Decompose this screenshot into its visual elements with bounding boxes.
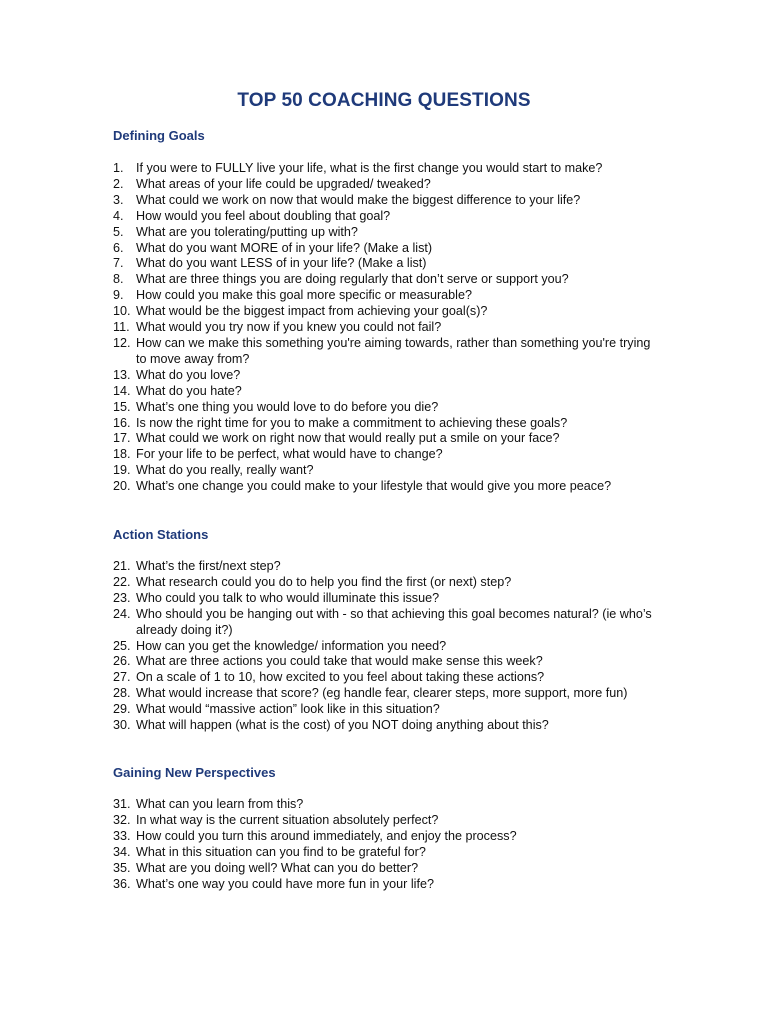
question-text: Who should you be hanging out with - so that achieving this goal becomes natural? (ie who’s already doing it?)	[136, 606, 652, 637]
question-number: 11.	[113, 320, 130, 335]
question-number: 2.	[113, 176, 124, 191]
question-text: Is now the right time for you to make a commitment to achieving these goals?	[136, 415, 568, 430]
question-number: 19.	[113, 463, 131, 478]
question-list-defining-goals	[113, 161, 658, 495]
question-item	[113, 272, 658, 288]
question-number: 24.	[113, 606, 131, 621]
question-number: 9.	[113, 288, 124, 303]
question-text: How would you feel about doubling that goal?	[136, 208, 391, 223]
question-number: 26.	[113, 654, 131, 669]
question-list-action-stations	[113, 559, 658, 734]
question-number: 14.	[113, 383, 131, 398]
question-text: What are you doing well? What can you do better?	[136, 860, 419, 875]
question-text: What do you hate?	[136, 383, 242, 398]
question-item	[113, 575, 658, 591]
question-number: 27.	[113, 670, 131, 685]
question-text: What do you love?	[136, 367, 241, 382]
question-item	[113, 861, 658, 877]
question-text: What will happen (what is the cost) of you NOT doing anything about this?	[136, 718, 549, 733]
question-text: What’s one change you could make to your lifestyle that would give you more peace?	[136, 479, 612, 494]
question-item	[113, 336, 658, 368]
question-item	[113, 193, 658, 209]
question-text: How can we make this something you're aiming towards, rather than something you're trying to move away from?	[136, 335, 651, 366]
question-text: What could we work on now that would make the biggest difference to your life?	[136, 192, 581, 207]
question-number: 12.	[113, 335, 131, 350]
question-text: In what way is the current situation absolutely perfect?	[136, 812, 439, 827]
question-text: What would you try now if you knew you could not fail?	[136, 320, 442, 335]
question-text: For your life to be perfect, what would have to change?	[136, 447, 443, 462]
question-text: How could you make this goal more specific or measurable?	[136, 288, 472, 303]
question-number: 22.	[113, 574, 131, 589]
question-item	[113, 479, 658, 495]
question-number: 1.	[113, 161, 124, 175]
question-text: What do you want MORE of in your life? (Make a list)	[136, 240, 433, 255]
question-item	[113, 177, 658, 193]
question-item	[113, 845, 658, 861]
question-text: What do you want LESS of in your life? (Make a list)	[136, 256, 427, 271]
question-item	[113, 447, 658, 463]
section-heading-defining-goals: Defining Goals	[113, 128, 205, 143]
question-text: What are three actions you could take that would make sense this week?	[136, 654, 543, 669]
question-number: 34.	[113, 844, 131, 859]
question-item	[113, 797, 658, 813]
question-item	[113, 607, 658, 639]
section-heading-gaining-new-perspectives: Gaining New Perspectives	[113, 765, 276, 780]
question-item	[113, 591, 658, 607]
question-text: What do you really, really want?	[136, 463, 314, 478]
question-item	[113, 718, 658, 734]
question-number: 6.	[113, 240, 124, 255]
question-number: 25.	[113, 638, 131, 653]
question-item	[113, 813, 658, 829]
question-text: Who could you talk to who would illuminate this issue?	[136, 590, 440, 605]
question-text: What are three things you are doing regularly that don’t serve or support you?	[136, 272, 569, 287]
question-number: 7.	[113, 256, 124, 271]
question-number: 20.	[113, 479, 131, 494]
question-item	[113, 384, 658, 400]
question-item	[113, 368, 658, 384]
question-item	[113, 686, 658, 702]
question-number: 15.	[113, 399, 131, 414]
question-item	[113, 670, 658, 686]
question-number: 35.	[113, 860, 131, 875]
question-number: 5.	[113, 224, 124, 239]
question-text: How can you get the knowledge/ information you need?	[136, 638, 447, 653]
question-number: 10.	[113, 304, 131, 319]
question-number: 29.	[113, 702, 131, 717]
question-item	[113, 702, 658, 718]
question-number: 16.	[113, 415, 131, 430]
question-item	[113, 431, 658, 447]
question-text: What areas of your life could be upgraded/ tweaked?	[136, 176, 431, 191]
question-item	[113, 241, 658, 257]
question-item	[113, 654, 658, 670]
question-text: What would be the biggest impact from achieving your goal(s)?	[136, 304, 488, 319]
question-text: What’s one thing you would love to do before you die?	[136, 399, 439, 414]
question-item	[113, 463, 658, 479]
question-number: 36.	[113, 876, 131, 891]
question-number: 28.	[113, 686, 131, 701]
question-item	[113, 304, 658, 320]
question-item	[113, 559, 658, 575]
question-number: 3.	[113, 192, 124, 207]
question-item	[113, 639, 658, 655]
question-text: What’s the first/next step?	[136, 559, 281, 573]
question-text: What research could you do to help you find the first (or next) step?	[136, 574, 512, 589]
question-number: 8.	[113, 272, 124, 287]
question-text: On a scale of 1 to 10, how excited to you feel about taking these actions?	[136, 670, 545, 685]
question-item	[113, 320, 658, 336]
question-number: 17.	[113, 431, 131, 446]
question-text: What’s one way you could have more fun in your life?	[136, 876, 434, 891]
question-text: If you were to FULLY live your life, what is the first change you would start to make?	[136, 161, 603, 175]
question-number: 31.	[113, 797, 131, 811]
question-item	[113, 288, 658, 304]
question-item	[113, 225, 658, 241]
section-heading-action-stations: Action Stations	[113, 527, 209, 542]
question-list-gaining-new-perspectives	[113, 797, 658, 892]
question-text: How could you turn this around immediately, and enjoy the process?	[136, 828, 517, 843]
question-number: 4.	[113, 208, 124, 223]
question-number: 30.	[113, 718, 131, 733]
page-title: TOP 50 COACHING QUESTIONS	[237, 90, 531, 111]
question-item	[113, 829, 658, 845]
question-item	[113, 256, 658, 272]
question-item	[113, 209, 658, 225]
question-item	[113, 416, 658, 432]
question-item	[113, 161, 658, 177]
question-number: 13.	[113, 367, 131, 382]
question-text: What would “massive action” look like in this situation?	[136, 702, 440, 717]
question-number: 23.	[113, 590, 131, 605]
question-item	[113, 877, 658, 893]
question-number: 33.	[113, 828, 131, 843]
question-number: 21.	[113, 559, 131, 573]
question-number: 32.	[113, 812, 131, 827]
question-item	[113, 400, 658, 416]
question-text: What are you tolerating/putting up with?	[136, 224, 358, 239]
question-text: What can you learn from this?	[136, 797, 304, 811]
question-text: What could we work on right now that would really put a smile on your face?	[136, 431, 560, 446]
question-number: 18.	[113, 447, 131, 462]
question-text: What would increase that score? (eg handle fear, clearer steps, more support, more fun)	[136, 686, 628, 701]
question-text: What in this situation can you find to be grateful for?	[136, 844, 426, 859]
